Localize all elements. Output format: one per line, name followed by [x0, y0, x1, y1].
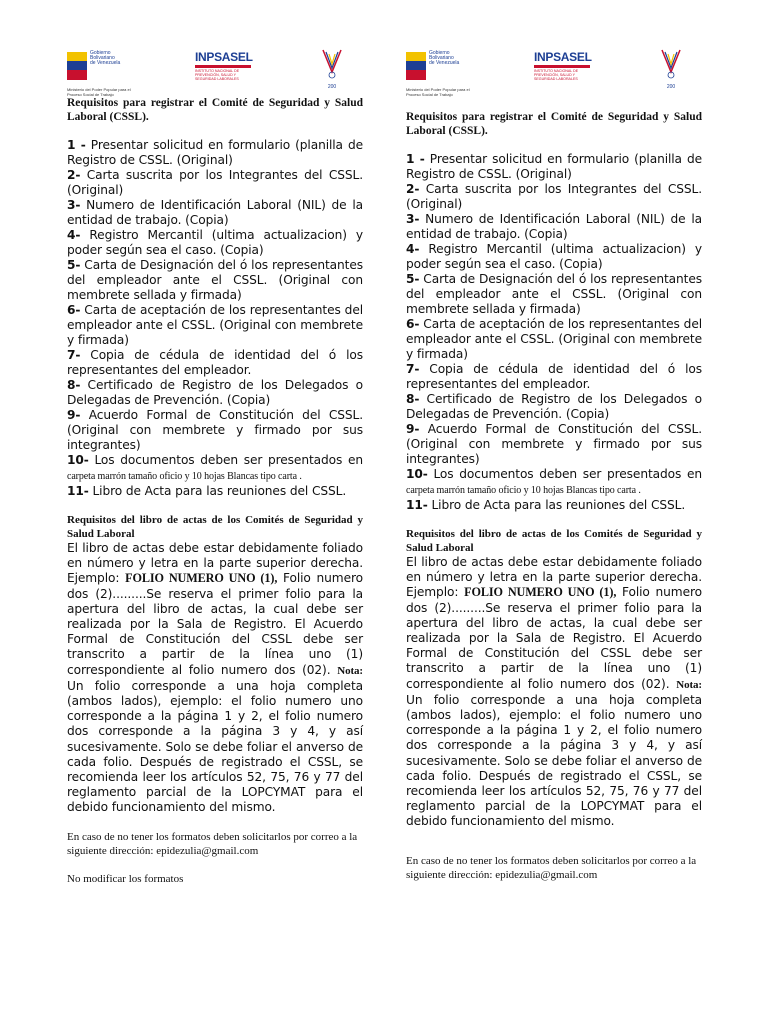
document-copy-right — [406, 0, 702, 882]
venezuela-flag-icon — [406, 52, 426, 80]
inpsasel-subtitle: INSTITUTO NACIONAL DE PREVENCIÓN, SALUD Y SEGURIDAD LABORALES — [534, 69, 579, 81]
header-logos — [406, 40, 702, 97]
section-body: El libro de actas debe estar debidamente foliado en número y letra en la parte superior derecha. Ejemplo: FOLIO NUMERO UNO (1), Folio numero dos (2).........Se reserva el primer folio para la apertura del libro de actas, la cual debe ser realizada por la Sala de Registro. El Acuerdo Formal de Constitución del CSSL debe ser transcrito a partir de la línea uno (1) correspondiente al folio numero dos (02). Nota: Un folio corresponde a una hoja completa (ambos lados), ejemplo: el folio numero uno corresponde a la página 1 y 2, el folio numero dos corresponde a la página 3 y 4, y así sucesivamente. Solo se debe foliar el anverso de cada folio. Después de registrado el CSSL, se recomienda leer los artículos 52, 75, 76 y 77 del reglamento parcial de la LOPCYMAT para el debido funcionamiento del mismo. — [406, 555, 702, 829]
bicentennial-emblem-icon — [317, 46, 347, 88]
requirements-list — [406, 152, 702, 513]
no-modify-note: No modificar los formatos — [67, 872, 184, 885]
footer-note: En caso de no tener los formatos deben solicitarlos por correo a la siguiente dirección: epidezulia@gmail.com — [406, 854, 697, 881]
list-item: 6- Carta de aceptación de los representantes del empleador ante el CSSL. (Original con membrete y firmada) — [67, 303, 363, 347]
list-item: 3- Numero de Identificación Laboral (NIL) de la entidad de trabajo. (Copia) — [67, 198, 363, 227]
list-item: 8- Certificado de Registro de los Delegados o Delegadas de Prevención. (Copia) — [67, 378, 363, 407]
list-item: 7- Copia de cédula de identidad del ó los representantes del empleador. — [67, 348, 363, 377]
emblem-text: 200 — [666, 84, 676, 90]
document-title: Requisitos para registrar el Comité de Seguridad y Salud Laboral (CSSL). — [406, 111, 702, 137]
list-item: 2- Carta suscrita por los Integrantes del CSSL. (Original) — [406, 182, 702, 211]
list-item: 6- Carta de aceptación de los representantes del empleador ante el CSSL. (Original con membrete y firmada) — [406, 317, 702, 361]
list-item: 1 - Presentar solicitud en formulario (planilla de Registro de CSSL. (Original) — [67, 138, 363, 167]
list-item: 7- Copia de cédula de identidad del ó los representantes del empleador. — [406, 362, 702, 391]
ministry-text: Ministerio del Poder Popular para el Proceso Social de Trabajo — [406, 87, 470, 97]
requirements-list — [67, 138, 363, 499]
inpsasel-logo — [195, 50, 257, 86]
header-logos — [67, 40, 363, 97]
list-item: 4- Registro Mercantil (ultima actualizacion) y poder según sea el caso. (Copia) — [406, 242, 702, 271]
gov-line3: de Venezuela — [90, 60, 121, 66]
list-item: 10- Los documentos deben ser presentados en carpeta marrón tamaño oficio y 10 hojas Blancas tipo carta . — [406, 467, 702, 496]
list-item: 2- Carta suscrita por los Integrantes del CSSL. (Original) — [67, 168, 363, 197]
inpsasel-name: INPSASEL — [534, 50, 592, 64]
venezuela-flag-icon — [67, 52, 87, 80]
list-item: 5- Carta de Designación del ó los representantes del empleador ante el CSSL. (Original con membrete sellada y firmada) — [406, 272, 702, 316]
list-item: 9- Acuerdo Formal de Constitución del CSSL. (Original con membrete y firmado por sus integrantes) — [406, 422, 702, 466]
inpsasel-subtitle: INSTITUTO NACIONAL DE PREVENCIÓN, SALUD Y SEGURIDAD LABORALES — [195, 69, 240, 81]
gov-line1: Gobierno — [90, 50, 111, 56]
section-title: Requisitos del libro de actas de los Comités de Seguridad y Salud Laboral — [406, 528, 702, 554]
list-item: 11- Libro de Acta para las reuniones del CSSL. — [406, 498, 686, 512]
section-title: Requisitos del libro de actas de los Comités de Seguridad y Salud Laboral — [67, 514, 363, 540]
list-item: 8- Certificado de Registro de los Delegados o Delegadas de Prevención. (Copia) — [406, 392, 702, 421]
list-item: 5- Carta de Designación del ó los representantes del empleador ante el CSSL. (Original con membrete sellada y firmada) — [67, 258, 363, 302]
section-body: El libro de actas debe estar debidamente foliado en número y letra en la parte superior derecha. Ejemplo: FOLIO NUMERO UNO (1), Folio numero dos (2).........Se reserva el primer folio para la apertura del libro de actas, la cual debe ser realizada por la Sala de Registro. El Acuerdo Formal de Constitución del CSSL debe ser transcrito a partir de la línea uno (1) correspondiente al folio numero dos (02). Nota: Un folio corresponde a una hoja completa (ambos lados), ejemplo: el folio numero uno corresponde a la página 1 y 2, el folio numero dos corresponde a la página 3 y 4, y así sucesivamente. Solo se debe foliar el anverso de cada folio. Después de registrado el CSSL, se recomienda leer los artículos 52, 75, 76 y 77 del reglamento parcial de la LOPCYMAT para el debido funcionamiento del mismo. — [67, 541, 363, 815]
bicentennial-emblem-icon — [656, 46, 686, 88]
list-item: 1 - Presentar solicitud en formulario (planilla de Registro de CSSL. (Original) — [406, 152, 702, 181]
footer-note: En caso de no tener los formatos deben solicitarlos por correo a la siguiente dirección: epidezulia@gmail.com — [67, 830, 358, 857]
inpsasel-logo — [534, 50, 596, 86]
government-logo — [67, 48, 143, 97]
inpsasel-name: INPSASEL — [195, 50, 253, 64]
list-item: 11- Libro de Acta para las reuniones del CSSL. — [67, 484, 347, 498]
gov-line1: Gobierno — [429, 50, 450, 56]
list-item: 10- Los documentos deben ser presentados en carpeta marrón tamaño oficio y 10 hojas Blancas tipo carta . — [67, 453, 363, 482]
list-item: 3- Numero de Identificación Laboral (NIL) de la entidad de trabajo. (Copia) — [406, 212, 702, 241]
document-title: Requisitos para registrar el Comité de Seguridad y Salud Laboral (CSSL). — [67, 97, 363, 123]
emblem-text: 200 — [327, 84, 337, 90]
list-item: 4- Registro Mercantil (ultima actualizacion) y poder según sea el caso. (Copia) — [67, 228, 363, 257]
gov-line2: Bolivariano — [429, 55, 454, 61]
gov-line3: de Venezuela — [429, 60, 460, 66]
document-copy-left — [67, 0, 363, 886]
list-item: 9- Acuerdo Formal de Constitución del CSSL. (Original con membrete y firmado por sus integrantes) — [67, 408, 363, 452]
government-logo — [406, 48, 482, 97]
gov-line2: Bolivariano — [90, 55, 115, 61]
ministry-text: Ministerio del Poder Popular para el Proceso Social de Trabajo — [67, 87, 131, 97]
